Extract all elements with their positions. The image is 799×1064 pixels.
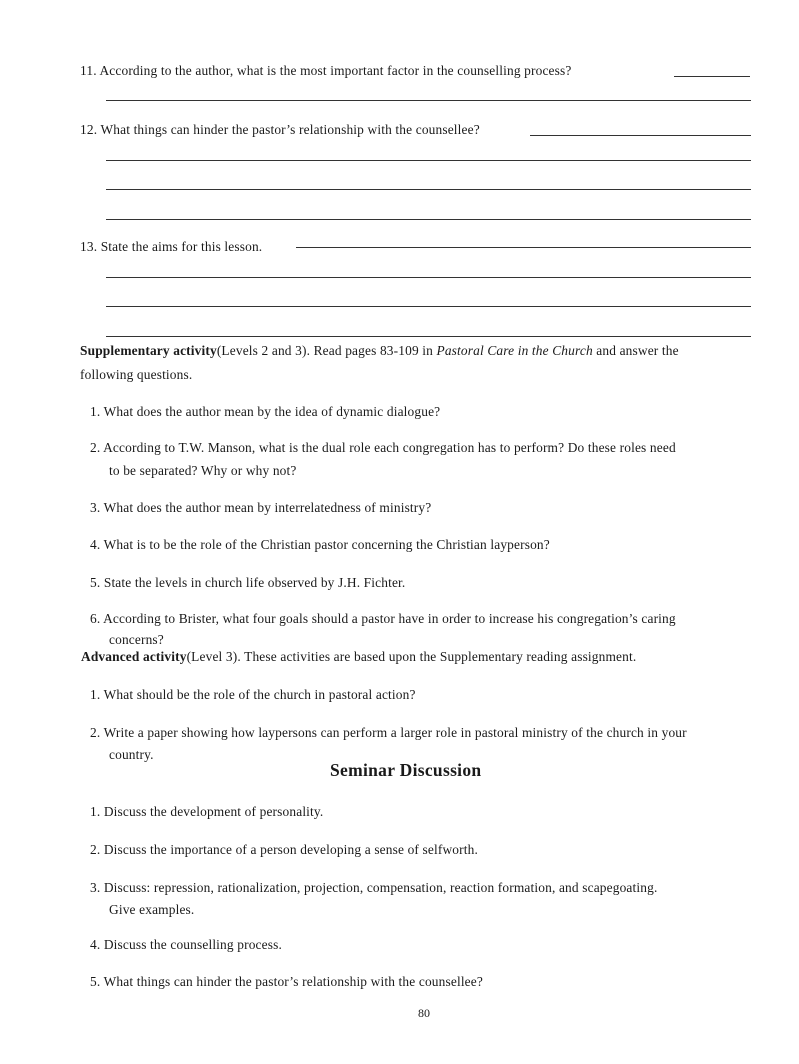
supplementary-intro-line2: following questions. (80, 367, 193, 382)
question-number: 12. (80, 122, 98, 137)
supplementary-question-6: 6. According to Brister, what four goals should a pastor have in order to increase his congregation’s caring (90, 611, 676, 626)
seminar-question-1: 1. Discuss the development of personality. (90, 804, 324, 819)
answer-line[interactable] (106, 336, 751, 337)
answer-line[interactable] (674, 76, 750, 77)
advanced-question-1: 1. What should be the role of the church in pastoral action? (90, 687, 416, 702)
seminar-heading: Seminar Discussion (330, 760, 482, 780)
question-text: What things can hinder the pastor’s relationship with the counsellee? (100, 122, 480, 137)
advanced-question-2-cont: country. (109, 747, 154, 762)
advanced-question-2: 2. Write a paper showing how laypersons can perform a larger role in pastoral ministry of the church in your (90, 725, 687, 740)
supplementary-question-2: 2. According to T.W. Manson, what is the dual role each congregation has to perform? Do these roles need (90, 440, 676, 455)
supplementary-question-2-cont: to be separated? Why or why not? (109, 463, 297, 478)
supplementary-question-5: 5. State the levels in church life observed by J.H. Fichter. (90, 575, 406, 590)
question-text: According to the author, what is the most important factor in the counselling process? (99, 63, 572, 78)
supplementary-tail: and answer the (592, 343, 679, 358)
supplementary-label: Supplementary activity (80, 343, 217, 358)
answer-line[interactable] (106, 306, 751, 307)
answer-line[interactable] (296, 247, 751, 248)
seminar-question-2: 2. Discuss the importance of a person developing a sense of selfworth. (90, 842, 478, 857)
supplementary-question-4: 4. What is to be the role of the Christian pastor concerning the Christian layperson? (90, 537, 550, 552)
page-number: 80 (418, 1006, 430, 1020)
answer-line[interactable] (106, 189, 751, 190)
answer-line[interactable] (106, 277, 751, 278)
supplementary-question-3: 3. What does the author mean by interrelatedness of ministry? (90, 500, 432, 515)
supplementary-intro (80, 343, 679, 359)
supplementary-levels: (Levels 2 and 3). Read pages 83-109 in (216, 343, 437, 358)
seminar-question-5: 5. What things can hinder the pastor’s relationship with the counsellee? (90, 974, 483, 989)
answer-line[interactable] (106, 160, 751, 161)
advanced-text: (Level 3). These activities are based upon the Supplementary reading assignment. (186, 649, 637, 664)
question-number: 11. (80, 63, 97, 78)
supplementary-question-1: 1. What does the author mean by the idea of dynamic dialogue? (90, 404, 441, 419)
seminar-question-4: 4. Discuss the counselling process. (90, 937, 282, 952)
seminar-question-3-cont: Give examples. (109, 902, 195, 917)
supplementary-question-6-cont: concerns? (109, 632, 164, 647)
answer-line[interactable] (106, 100, 751, 101)
book-title: Pastoral Care in the Church (436, 343, 593, 358)
answer-line[interactable] (530, 135, 751, 136)
advanced-intro (81, 649, 636, 665)
advanced-label: Advanced activity (81, 649, 187, 664)
answer-line[interactable] (106, 219, 751, 220)
seminar-question-3: 3. Discuss: repression, rationalization, projection, compensation, reaction formation, and scapegoating. (90, 880, 658, 895)
question-text: State the aims for this lesson. (100, 239, 263, 254)
question-number: 13. (80, 239, 98, 254)
